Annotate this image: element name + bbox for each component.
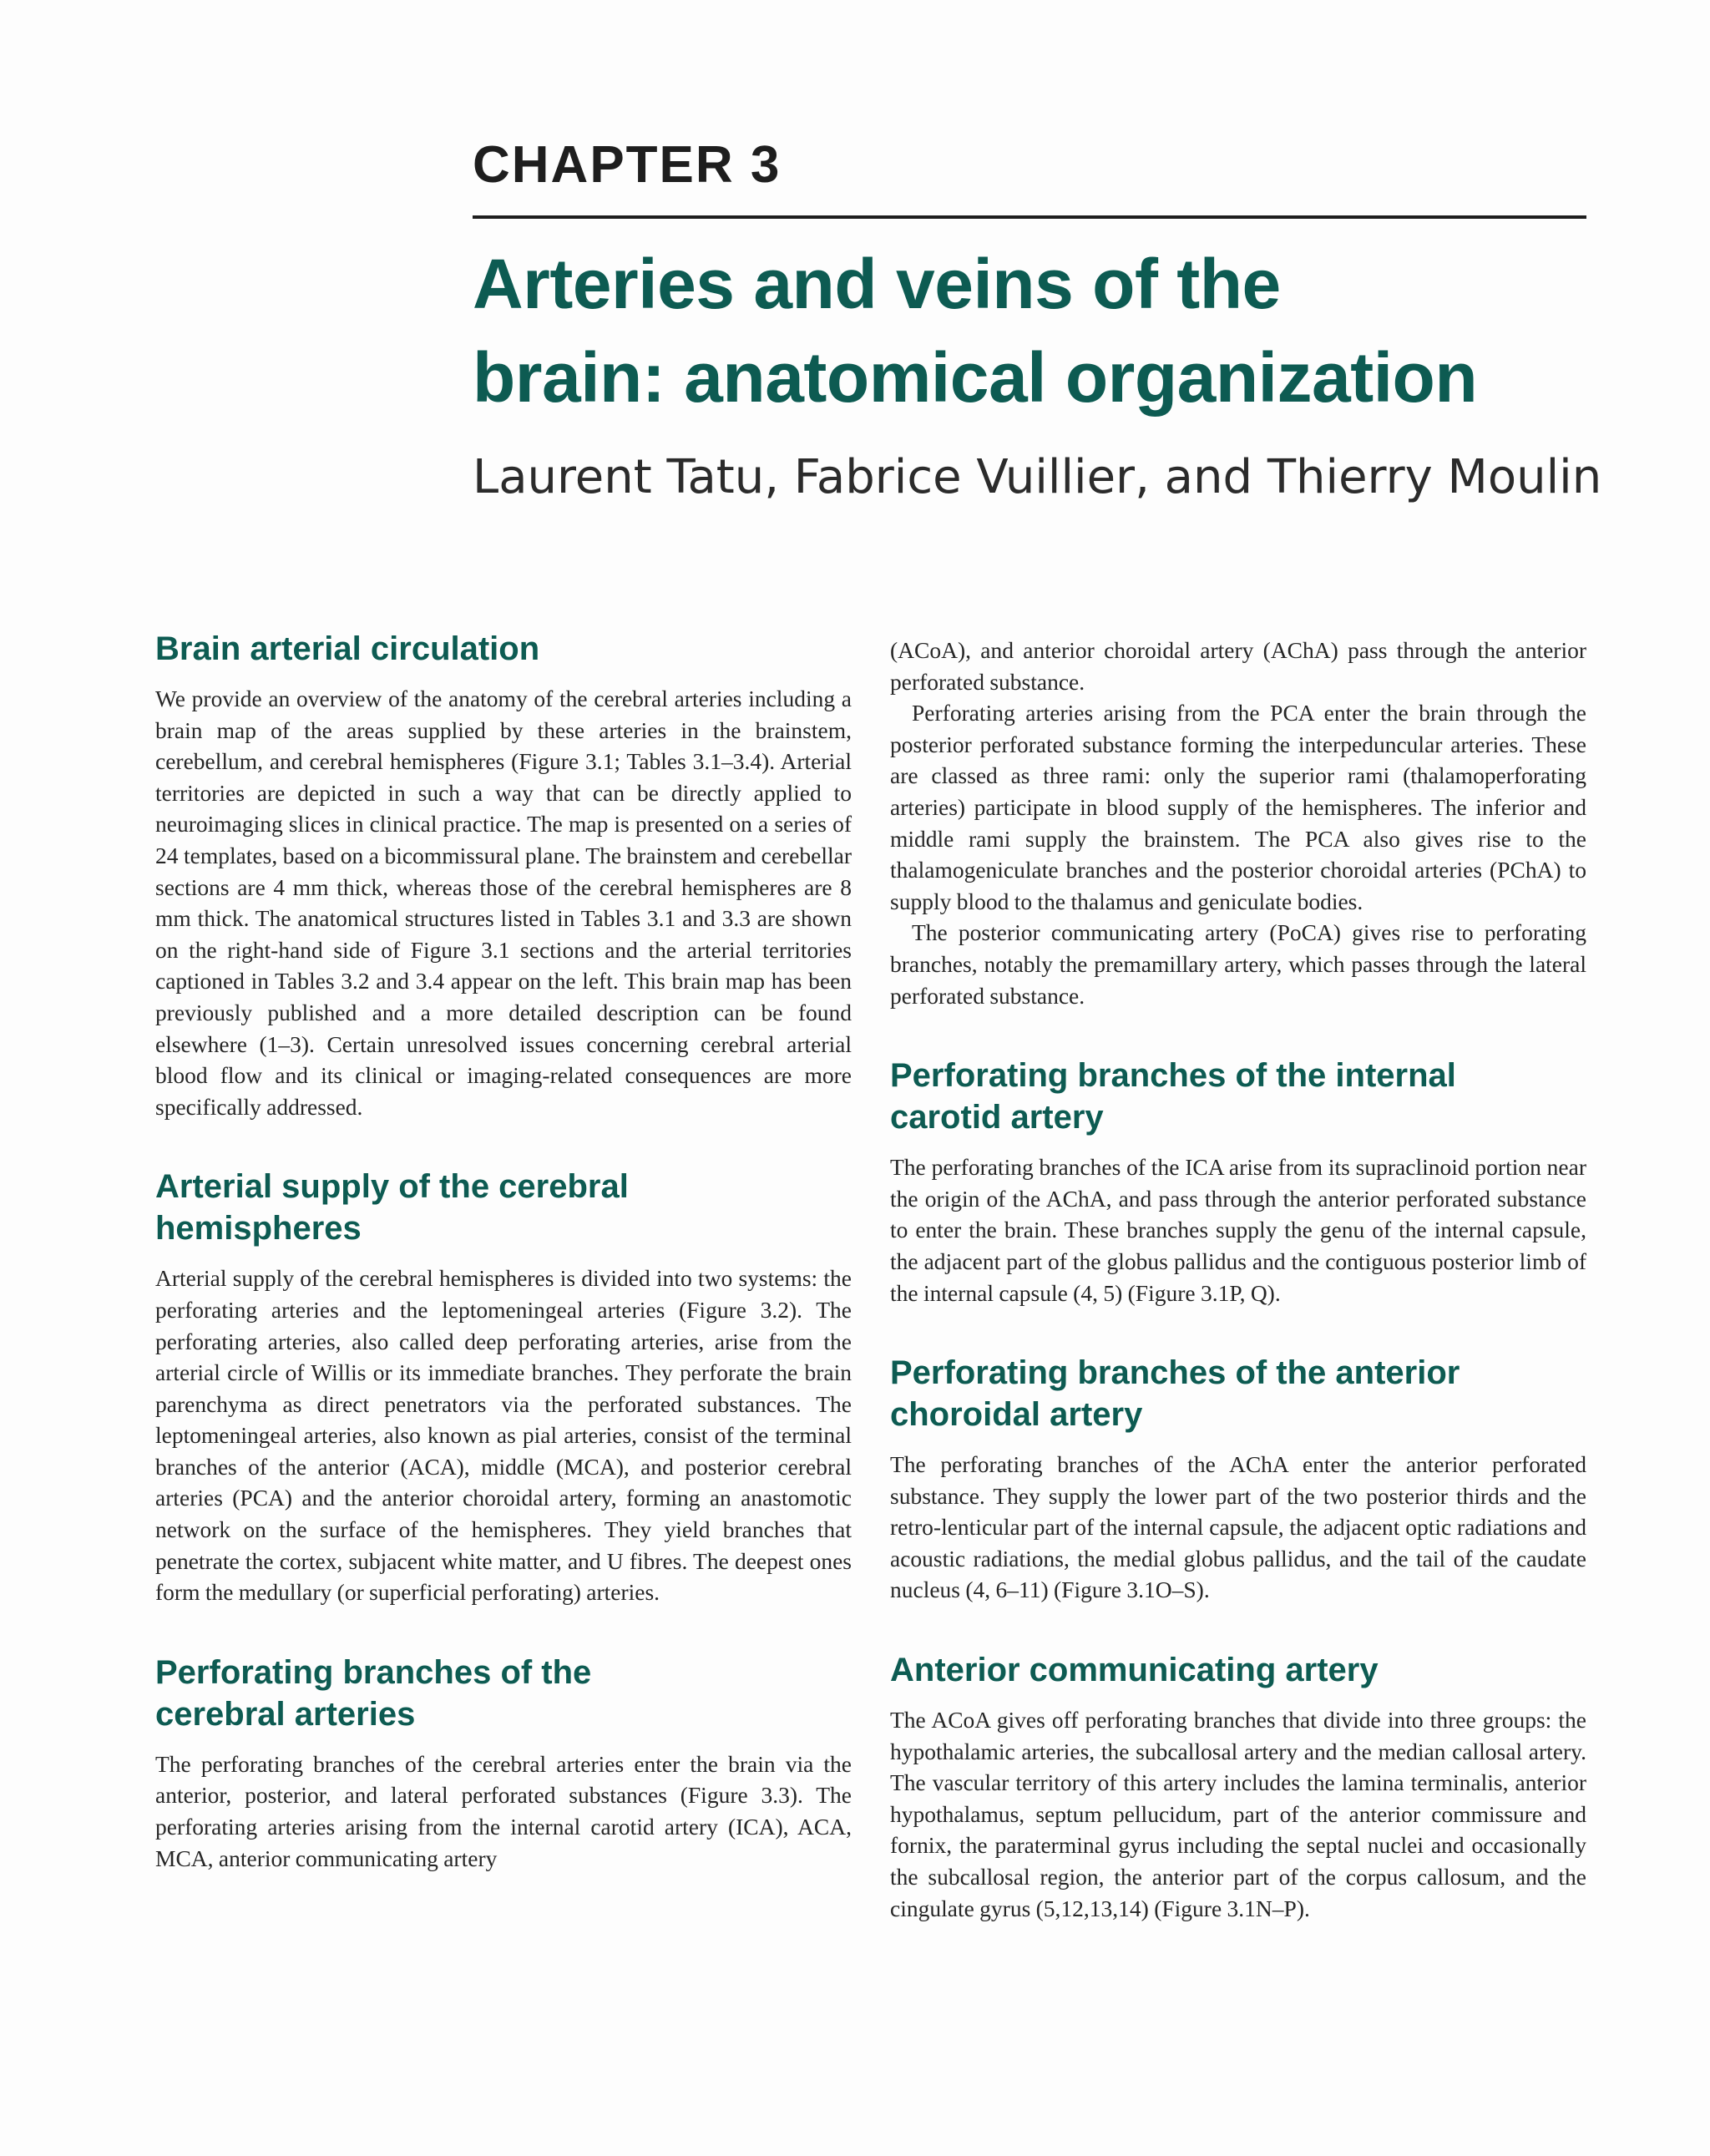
chapter-title-line-2: brain: anatomical organization: [473, 338, 1478, 417]
chapter-rule: [473, 215, 1586, 219]
section-perforating-branches-ica: [890, 1055, 1586, 1308]
section-heading-line: Anterior communicating artery: [890, 1652, 1379, 1689]
paragraph: The perforating branches of the ICA arise from its supraclinoid portion near the origin of the AChA, and pass through the anterior perforated substance to enter the brain. These branches supply the genu of the internal capsule, the adjacent part of the globus pallidus and the contiguous posterior limb of the internal capsule (4, 5) (Figure 3.1P, Q).: [890, 1154, 1586, 1306]
section-perforating-branches-acha: [890, 1352, 1586, 1606]
paragraph: The ACoA gives off perforating branches that divide into three groups: the hypothalamic arteries, the subcallosal artery and the median callosal artery. The vascular territory of this artery includes the lamina terminalis, anterior hypothalamus, septum pellucidum, part of the anterior commissure and fornix, the paraterminal gyrus including the septal nuclei and occasionally the subcallosal region, the anterior part of the corpus callosum, and the cingulate gyrus (5,12,13,14) (Figure 3.1N–P).: [890, 1707, 1586, 1921]
chapter-label: CHAPTER 3: [473, 136, 782, 194]
section-perforating-branches-cerebral-arteries: [155, 1652, 852, 1874]
section-heading-line: Perforating branches of the anterior: [890, 1354, 1460, 1392]
paragraph: (ACoA), and anterior choroidal artery (AChA) pass through the anterior perforated substance.: [890, 637, 1586, 695]
paragraph: We provide an overview of the anatomy of the cerebral arteries including a brain map of the areas supplied by these arteries in the brainstem, cerebellum, and cerebral hemispheres (Figure 3.1; Tables 3.1–3.4). Arterial territories are depicted in such a way that can be directly applied to neuroimaging slices in clinical practice. The map is presented on a series of 24 templates, based on a bicommissural plane. The brainstem and cerebellar sections are 4 mm thick, whereas those of the cerebral hemispheres are 8 mm thick. The anatomical structures listed in Tables 3.1 and 3.3 are shown on the right-hand side of Figure 3.1 sections and the arterial territories captioned in Tables 3.2 and 3.4 appear on the left. This brain map has been previously published and a more detailed description can be found elsewhere (1–3). Certain unresolved issues concerning cerebral arterial blood flow and its clinical or imaging-related consequences are more specifically addressed.: [155, 686, 852, 1120]
authors: Laurent Tatu, Fabrice Vuillier, and Thierry Moulin: [473, 450, 1602, 504]
left-column: [155, 628, 852, 1874]
paragraph: Arterial supply of the cerebral hemispheres is divided into two systems: the perforating arteries and the leptomeningeal arteries (Figure 3.2). The perforating arteries, also called deep perforating arteries, arise from the arterial circle of Willis or its immediate branches. They perforate the brain parenchyma as direct penetrators via the perforated substances. The leptomeningeal arteries, also known as pial arteries, consist of the terminal branches of the anterior (ACA), middle (MCA), and posterior cerebral arteries (PCA) and the anterior choroidal artery, forming an anastomotic network on the surface of the hemispheres. They yield branches that penetrate the cortex, subjacent white matter, and U fibres. The deepest ones form the medullary (or superficial perforating) arteries.: [155, 1265, 852, 1606]
section-heading-line: carotid artery: [890, 1099, 1104, 1136]
section-heading: [155, 1166, 852, 1249]
section-heading-line: choroidal artery: [890, 1396, 1143, 1434]
section-heading-line: cerebral arteries: [155, 1695, 416, 1733]
paragraph: The posterior communicating artery (PoCA) gives rise to perforating branches, notably the premamillary artery, which passes through the lateral perforated substance.: [890, 919, 1586, 1009]
chapter-title-line-1: Arteries and veins of the: [473, 245, 1281, 323]
paragraph: The perforating branches of the cerebral arteries enter the brain via the anterior, posterior, and lateral perforated substances (Figure 3.3). The perforating arteries arising from the internal carotid artery (ICA), ACA, MCA, anterior communicating artery: [155, 1750, 852, 1871]
section-heading-line: hemispheres: [155, 1210, 362, 1248]
chapter-title: [473, 237, 1642, 424]
section-continuation: [890, 635, 1586, 1011]
paragraph: The perforating branches of the AChA enter the anterior perforated substance. They supply the lower part of the two posterior thirds and the retro-lenticular part of the internal capsule, the adjacent optic radiations and acoustic radiations, the medial globus pallidus, and the tail of the caudate nucleus (4, 6–11) (Figure 3.1O–S).: [890, 1451, 1586, 1603]
section-brain-arterial-circulation: [155, 628, 852, 1122]
section-heading-line: Brain arterial circulation: [155, 630, 540, 667]
section-heading-line: Perforating branches of the: [155, 1653, 592, 1691]
section-arterial-supply-cerebral-hemispheres: [155, 1166, 852, 1608]
section-heading: [890, 1055, 1586, 1138]
section-heading-line: Perforating branches of the internal: [890, 1057, 1456, 1095]
section-heading-line: Arterial supply of the cerebral: [155, 1168, 629, 1206]
section-heading: [155, 1652, 852, 1735]
section-heading: [155, 628, 852, 670]
section-heading: [890, 1649, 1586, 1691]
paragraph: Perforating arteries arising from the PCA enter the brain through the posterior perforated substance forming the interpeduncular arteries. These are classed as three rami: only the superior rami (thalamoperforating arteries) participate in blood supply of the hemispheres. The inferior and middle rami supply the brainstem. The PCA also gives rise to the thalamogeniculate branches and the posterior choroidal arteries (PChA) to supply blood to the thalamus and geniculate bodies.: [890, 700, 1586, 914]
section-anterior-communicating-artery: [890, 1649, 1586, 1924]
section-heading: [890, 1352, 1586, 1435]
right-column: [890, 635, 1586, 1924]
